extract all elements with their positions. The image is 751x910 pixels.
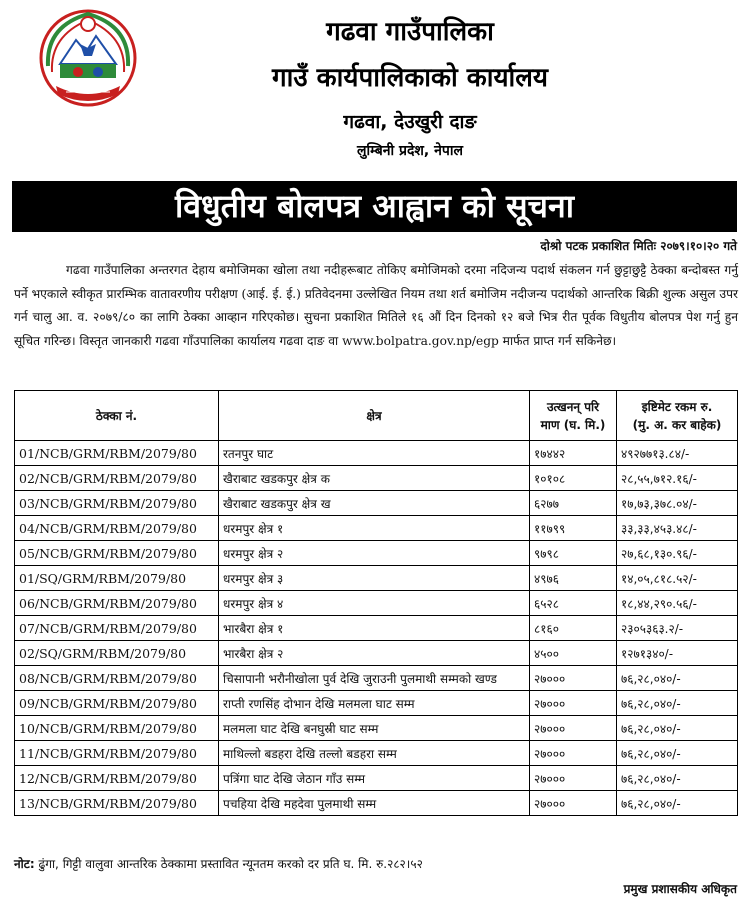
cell-area: राप्ती रणसिंह दोभान देखि मलमला घाट सम्म bbox=[219, 691, 530, 716]
cell-estimate: १४,०५,८१८.५२/- bbox=[617, 566, 738, 591]
cell-contract-no: 07/NCB/GRM/RBM/2079/80 bbox=[15, 616, 219, 641]
table-row bbox=[15, 441, 738, 466]
cell-estimate: ७६,२८,०४०/- bbox=[617, 741, 738, 766]
cell-contract-no: 12/NCB/GRM/RBM/2079/80 bbox=[15, 766, 219, 791]
cell-estimate: १८,४४,२९०.५६/- bbox=[617, 591, 738, 616]
cell-area: धरमपुर क्षेत्र ४ bbox=[219, 591, 530, 616]
province-country: लुम्बिनी प्रदेश, नेपाल bbox=[357, 143, 463, 159]
table-row bbox=[15, 716, 738, 741]
cell-contract-no: 13/NCB/GRM/RBM/2079/80 bbox=[15, 791, 219, 816]
header-area: क्षेत्र bbox=[219, 391, 530, 441]
footnote-text: ढुंगा, गिट्टी वालुवा आन्तरिक ठेक्कामा प्रस्तावित न्यूनतम करको दर प्रति घ. मि. रु.२८२।५२ bbox=[34, 857, 423, 871]
cell-area: मलमला घाट देखि बनघुस्री घाट सम्म bbox=[219, 716, 530, 741]
cell-estimate: २७,६८,१३०.९६/- bbox=[617, 541, 738, 566]
publication-date: दोश्रो पटक प्रकाशित मितिः २०७९।१०।२० गते bbox=[540, 239, 737, 253]
cell-estimate: ७६,२८,०४०/- bbox=[617, 691, 738, 716]
notice-body-paragraph: गढवा गाउँपालिका अन्तरगत देहाय बमोजिमका खोला तथा नदीहरूबाट तोकिए बमोजिमको दरमा नदिजन्य पदार्थ संकलन गर्न छुट्टाछुट्टै ठेक्का बन्दोबस्त गर्नु पर्ने भएकाले स्वीकृत प्रारम्भिक वातावरणीय परीक्षण (आई. ई. ई.) प्रतिवेदनमा उल्लेखित नियम तथा शर्त बमोजिम नदीजन्य पदार्थको आन्तरिक बिक्री शुल्क असुल उपर गर्न चालु आ. व. २०७९/८० का लागि ठेक्का आव्हान गरिएकोछ। सुचना प्रकाशित मितिले १६ औं दिन दिनको १२ बजे भित्र रीत पूर्वक विधुतीय बोलपत्र पेश गर्नु हुन सूचित गरिन्छ। विस्तृत जानकारी गढवा गाँउपालिका कार्यालय गढवा दाङ वा www.bolpatra.gov.np/egp मार्फत प्राप्त गर्न सकिनेछ। bbox=[14, 263, 738, 348]
cell-quantity: २७००० bbox=[530, 741, 617, 766]
cell-estimate: ७६,२८,०४०/- bbox=[617, 716, 738, 741]
cell-quantity: २७००० bbox=[530, 691, 617, 716]
cell-estimate: १७,७३,३७८.०४/- bbox=[617, 491, 738, 516]
cell-area: खैराबाट खडकपुर क्षेत्र ख bbox=[219, 491, 530, 516]
table-row bbox=[15, 741, 738, 766]
table-row bbox=[15, 616, 738, 641]
footnote bbox=[14, 855, 423, 872]
office-address: गढवा, देउखुरी दाङ bbox=[343, 111, 477, 133]
table-row bbox=[15, 491, 738, 516]
cell-area: धरमपुर क्षेत्र १ bbox=[219, 516, 530, 541]
header-quantity bbox=[530, 391, 617, 441]
table-row bbox=[15, 766, 738, 791]
cell-quantity: १०१०८ bbox=[530, 466, 617, 491]
cell-quantity: १७४४२ bbox=[530, 441, 617, 466]
table-row bbox=[15, 691, 738, 716]
cell-contract-no: 03/NCB/GRM/RBM/2079/80 bbox=[15, 491, 219, 516]
cell-area: भारबैरा क्षेत्र १ bbox=[219, 616, 530, 641]
cell-area: धरमपुर क्षेत्र २ bbox=[219, 541, 530, 566]
footnote-label: नोट: bbox=[14, 857, 35, 871]
header-quantity-line2: माण (घ. मि.) bbox=[540, 417, 606, 432]
table-row bbox=[15, 516, 738, 541]
cell-estimate: ७६,२८,०४०/- bbox=[617, 766, 738, 791]
government-emblem-icon bbox=[38, 6, 138, 110]
cell-contract-no: 08/NCB/GRM/RBM/2079/80 bbox=[15, 666, 219, 691]
table-row bbox=[15, 466, 738, 491]
municipality-name: गढवा गाउँपालिका bbox=[326, 17, 494, 47]
cell-area: चिसापानी भरौनीखोला पुर्व देखि जुराउनी पुलमाथी सम्मको खण्ड bbox=[219, 666, 530, 691]
cell-contract-no: 04/NCB/GRM/RBM/2079/80 bbox=[15, 516, 219, 541]
cell-area: माथिल्लो बडहरा देखि तल्लो बडहरा सम्म bbox=[219, 741, 530, 766]
table-row bbox=[15, 566, 738, 591]
cell-contract-no: 02/NCB/GRM/RBM/2079/80 bbox=[15, 466, 219, 491]
table-row bbox=[15, 666, 738, 691]
cell-quantity: ८१६० bbox=[530, 616, 617, 641]
cell-contract-no: 02/SQ/GRM/RBM/2079/80 bbox=[15, 641, 219, 666]
table-row bbox=[15, 591, 738, 616]
header-estimate-line2: (मु. अ. कर बाहेक) bbox=[632, 417, 722, 432]
cell-contract-no: 01/SQ/GRM/RBM/2079/80 bbox=[15, 566, 219, 591]
cell-contract-no: 05/NCB/GRM/RBM/2079/80 bbox=[15, 541, 219, 566]
cell-quantity: ४५०० bbox=[530, 641, 617, 666]
cell-quantity: २७००० bbox=[530, 666, 617, 691]
contracts-table bbox=[14, 390, 738, 816]
cell-quantity: ६५२८ bbox=[530, 591, 617, 616]
cell-estimate: ३३,३३,४५३.४८/- bbox=[617, 516, 738, 541]
cell-quantity: ११७९९ bbox=[530, 516, 617, 541]
cell-area: भारबैरा क्षेत्र २ bbox=[219, 641, 530, 666]
cell-contract-no: 06/NCB/GRM/RBM/2079/80 bbox=[15, 591, 219, 616]
office-name: गाउँ कार्यपालिकाको कार्यालय bbox=[272, 63, 548, 93]
table-header-row bbox=[15, 391, 738, 441]
table-row bbox=[15, 791, 738, 816]
table-row bbox=[15, 541, 738, 566]
cell-contract-no: 11/NCB/GRM/RBM/2079/80 bbox=[15, 741, 219, 766]
cell-quantity: २७००० bbox=[530, 716, 617, 741]
cell-area: धरमपुर क्षेत्र ३ bbox=[219, 566, 530, 591]
header-estimate bbox=[617, 391, 738, 441]
table-row bbox=[15, 641, 738, 666]
signatory-title: प्रमुख प्रशासकीय अधिकृत bbox=[623, 882, 737, 896]
cell-area: पत्रिंगा घाट देखि जेठान गाँउ सम्म bbox=[219, 766, 530, 791]
cell-contract-no: 09/NCB/GRM/RBM/2079/80 bbox=[15, 691, 219, 716]
cell-quantity: २७००० bbox=[530, 766, 617, 791]
cell-estimate: २८,५५,७१२.१६/- bbox=[617, 466, 738, 491]
cell-area: रतनपुर घाट bbox=[219, 441, 530, 466]
cell-estimate: ७६,२८,०४०/- bbox=[617, 791, 738, 816]
cell-contract-no: 10/NCB/GRM/RBM/2079/80 bbox=[15, 716, 219, 741]
header-estimate-line1: इष्टिमेट रकम रु. bbox=[641, 399, 713, 414]
cell-contract-no: 01/NCB/GRM/RBM/2079/80 bbox=[15, 441, 219, 466]
header-quantity-line1: उत्खनन् परि bbox=[546, 399, 600, 414]
cell-estimate: ७६,२८,०४०/- bbox=[617, 666, 738, 691]
cell-estimate: ४९२७७१३.८४/- bbox=[617, 441, 738, 466]
cell-quantity: ६२७७ bbox=[530, 491, 617, 516]
cell-quantity: ९७९८ bbox=[530, 541, 617, 566]
header-contract-no: ठेक्का नं. bbox=[15, 391, 219, 441]
cell-area: पचहिया देखि महदेवा पुलमाथी सम्म bbox=[219, 791, 530, 816]
notice-title-banner: विधुतीय बोलपत्र आह्वान को सूचना bbox=[12, 181, 737, 232]
cell-quantity: ४९७६ bbox=[530, 566, 617, 591]
cell-estimate: २३०५३६३.२/- bbox=[617, 616, 738, 641]
cell-estimate: १२७१३४०/- bbox=[617, 641, 738, 666]
cell-quantity: २७००० bbox=[530, 791, 617, 816]
cell-area: खैराबाट खडकपुर क्षेत्र क bbox=[219, 466, 530, 491]
